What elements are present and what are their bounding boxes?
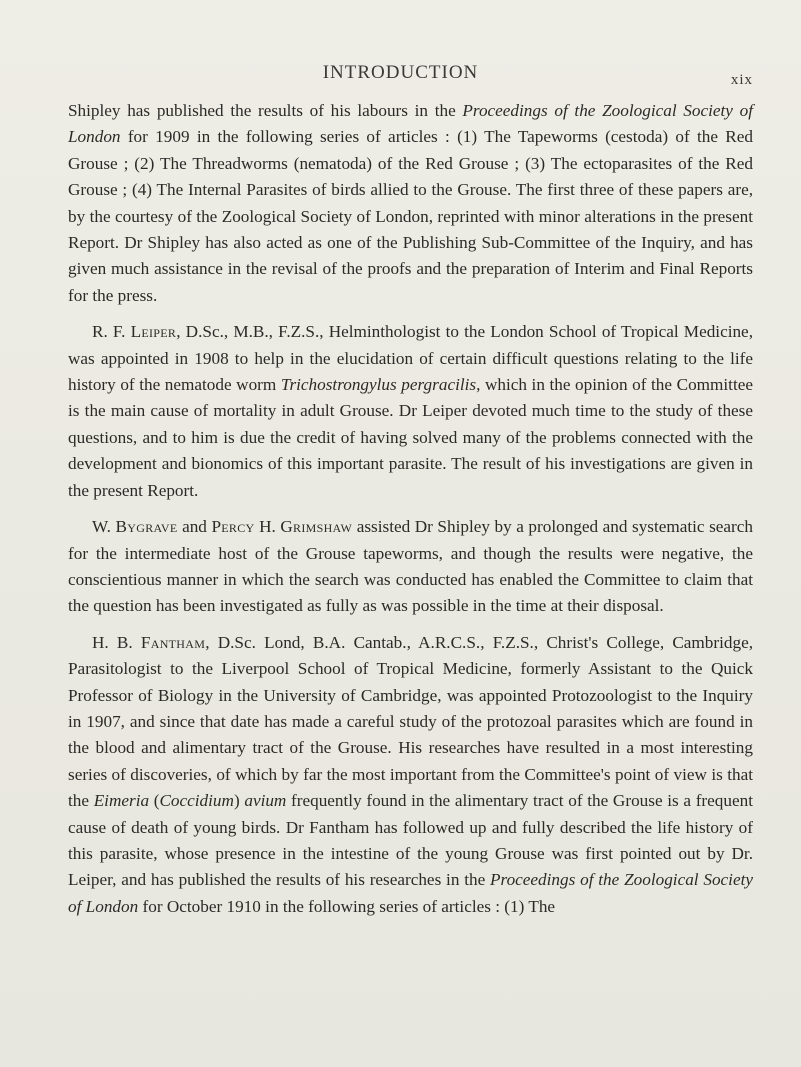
- paragraph-shipley: [68, 98, 753, 309]
- text-run: Shipley has published the results of his labours in the: [68, 101, 463, 120]
- text-run: H.: [254, 517, 281, 537]
- journal-title: Proceedings of the Zoological Society of London: [68, 101, 753, 147]
- text-run: (: [149, 791, 160, 811]
- text-run: , which in the opinion of the Committee is the main cause of mortality in adult Grouse. Dr Leiper devoted much time to the study of these questions, and to him is due the credit of having solved many of the problems connected with the development and bionomics of this important parasite. The result of his investigations are given in the present Report.: [68, 375, 753, 500]
- genus-name: Coccidium: [159, 791, 234, 811]
- text-run: W.: [92, 517, 116, 537]
- text-run: frequently found in the alimentary tract of the Grouse is a frequent cause of death of young birds. Dr Fantham has followed up and fully described the life history of this parasite, whose presence in the intestine of the young Grouse was first pointed out by Dr. Leiper, and has published the results of his researches in the: [68, 791, 753, 890]
- text-run: for October 1910 in the following series of articles : (1) The: [138, 896, 556, 916]
- person-name: Leiper: [130, 322, 177, 342]
- person-name: Grimshaw: [280, 517, 353, 537]
- paragraph-leiper: [68, 319, 753, 504]
- person-name: Fantham: [140, 632, 206, 652]
- species-epithet: avium: [244, 791, 287, 811]
- person-name: Bygrave: [115, 517, 178, 537]
- text-run: and: [177, 517, 212, 537]
- text-run: H. B.: [92, 632, 141, 652]
- text-run: assisted Dr Shipley by a prolonged and systematic search for the intermediate host of the Grouse tapeworms, and though the results were negative, the conscientious manner in which the search was conducted has enabled the Committee to claim that the question has been investigated as fully as was possible in the time at their disposal.: [68, 517, 753, 616]
- person-name: Percy: [211, 517, 255, 537]
- running-title: INTRODUCTION: [322, 62, 479, 83]
- text-run: ): [233, 791, 245, 811]
- text-run: for 1909 in the following series of articles : (1) The Tapeworms (cestoda) of the Red Grouse ; (2) The Threadworms (nematoda) of the Red Grouse ; (3) The ectoparasites of the Red Grouse ; (4) The Internal Parasites of birds allied to the Grouse. The first three of these papers are, by the courtesy of the Zoological Society of London, reprinted with minor alterations in the present Report. Dr Shipley has also acted as one of the Publishing Sub-Committee of the Inquiry, and has given much assistance in the revisal of the proofs and the preparation of Interim and Final Reports for the press.: [68, 127, 753, 305]
- genus-name: Eimeria: [93, 791, 150, 811]
- page-number: xix: [730, 72, 753, 88]
- species-name: Trichostrongylus pergracilis: [280, 375, 477, 395]
- text-run: , D.Sc. Lond, B.A. Cantab., A.R.C.S., F.Z.S., Christ's College, Cambridge, Parasitologist to the Liverpool School of Tropical Medicine, formerly Assistant to the Quick Professor of Biology in the University of Cambridge, was appointed Protozoologist to the Inquiry in 1907, and since that date has made a careful study of the protozoal parasites which are found in the blood and alimentary tract of the Grouse. His researches have resulted in a most interesting series of discoveries, of which by far the most important from the Committee's point of view is that the: [68, 632, 753, 811]
- text-run: R. F.: [92, 322, 131, 342]
- journal-title: Proceedings of the Zoological Society of London: [68, 870, 753, 916]
- paragraph-fantham: [68, 630, 753, 920]
- paragraph-bygrave-grimshaw: [68, 514, 753, 620]
- body-text: [68, 98, 753, 920]
- text-run: , D.Sc., M.B., F.Z.S., Helminthologist to the London School of Tropical Medicine, was appointed in 1908 to help in the elucidation of certain difficult questions relating to the life history of the nematode worm: [68, 322, 753, 395]
